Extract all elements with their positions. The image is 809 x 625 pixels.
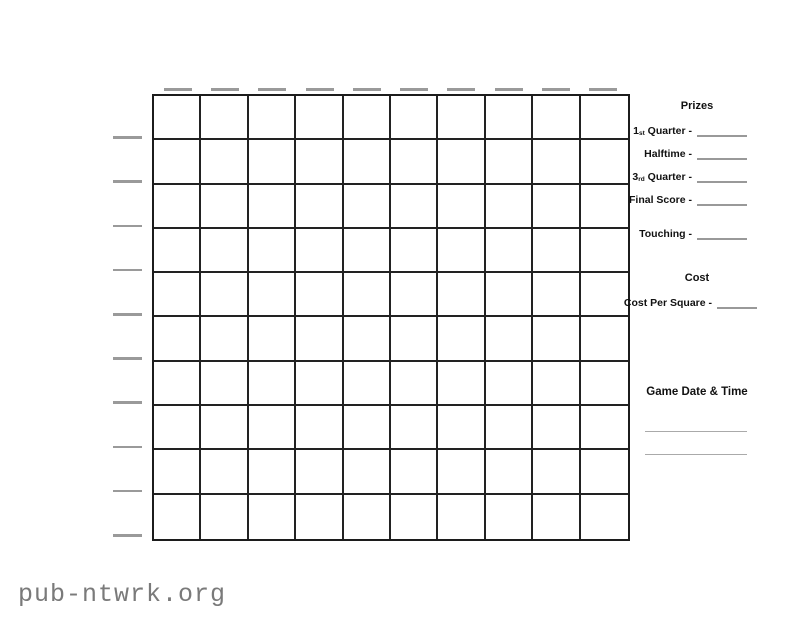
grid-cell[interactable] — [581, 273, 628, 317]
grid-cell[interactable] — [486, 317, 533, 361]
row-number-blank[interactable] — [113, 357, 142, 360]
grid-cell[interactable] — [486, 362, 533, 406]
grid-cell[interactable] — [344, 450, 391, 494]
column-number-blank[interactable] — [164, 88, 192, 91]
grid-cell[interactable] — [438, 406, 485, 450]
row-number-blank[interactable] — [113, 225, 142, 228]
grid-cell[interactable] — [296, 362, 343, 406]
grid-cell[interactable] — [296, 495, 343, 539]
grid-cell[interactable] — [486, 495, 533, 539]
grid-cell[interactable] — [438, 96, 485, 140]
grid-cell[interactable] — [581, 185, 628, 229]
grid-cell[interactable] — [486, 273, 533, 317]
prize-label: Final Score - — [628, 194, 692, 206]
grid-cell[interactable] — [391, 495, 438, 539]
column-number-blank[interactable] — [589, 88, 617, 91]
grid-cell[interactable] — [344, 185, 391, 229]
grid-cell[interactable] — [296, 229, 343, 273]
grid-cell[interactable] — [154, 96, 201, 140]
grid-cell[interactable] — [438, 185, 485, 229]
prize-label: 3 — [632, 171, 639, 183]
grid-cell[interactable] — [581, 140, 628, 184]
column-number-blank[interactable] — [306, 88, 334, 91]
grid-cell[interactable] — [533, 229, 580, 273]
grid-cell[interactable] — [391, 140, 438, 184]
game-date-blank-1[interactable] — [645, 431, 747, 432]
prize-amount-blank[interactable] — [697, 169, 747, 183]
grid-cell[interactable] — [533, 406, 580, 450]
grid-cell[interactable] — [201, 185, 248, 229]
prize-row — [629, 192, 747, 206]
row-number-blank[interactable] — [113, 401, 142, 404]
prize-amount-blank[interactable] — [697, 192, 747, 206]
grid-cell[interactable] — [344, 406, 391, 450]
grid-cell[interactable] — [154, 273, 201, 317]
prize-label-rest: Quarter - — [644, 125, 692, 137]
grid-cell[interactable] — [154, 317, 201, 361]
grid-cell[interactable] — [581, 450, 628, 494]
row-number-blank[interactable] — [113, 136, 142, 139]
column-number-blank[interactable] — [400, 88, 428, 91]
cost-heading: Cost — [684, 272, 710, 284]
ordinal-suffix: rd — [638, 175, 645, 183]
column-number-blank[interactable] — [211, 88, 239, 91]
grid-cell[interactable] — [154, 229, 201, 273]
column-number-blank[interactable] — [542, 88, 570, 91]
prize-label-rest: Quarter - — [644, 171, 692, 183]
grid-cell[interactable] — [296, 450, 343, 494]
grid-cell[interactable] — [533, 495, 580, 539]
grid-cell[interactable] — [344, 273, 391, 317]
grid-cell[interactable] — [249, 96, 296, 140]
grid-cell[interactable] — [533, 273, 580, 317]
row-number-blank[interactable] — [113, 446, 142, 449]
grid-cell[interactable] — [391, 362, 438, 406]
prize-row — [639, 226, 747, 240]
grid-cell[interactable] — [486, 406, 533, 450]
grid-cell[interactable] — [391, 96, 438, 140]
grid-cell[interactable] — [154, 495, 201, 539]
cost-per-square-row — [624, 295, 757, 309]
grid-cell[interactable] — [296, 140, 343, 184]
grid-cell[interactable] — [249, 317, 296, 361]
cost-per-square-label: Cost Per Square - — [623, 297, 712, 309]
grid-cell[interactable] — [581, 495, 628, 539]
squares-grid — [152, 94, 630, 541]
grid-cell[interactable] — [249, 140, 296, 184]
grid-cell[interactable] — [391, 273, 438, 317]
grid-cell[interactable] — [486, 450, 533, 494]
column-number-blank[interactable] — [258, 88, 286, 91]
site-watermark: pub-ntwrk.org — [18, 580, 227, 609]
grid-cell[interactable] — [201, 450, 248, 494]
grid-cell[interactable] — [154, 450, 201, 494]
prize-row — [644, 146, 747, 160]
column-number-blank[interactable] — [447, 88, 475, 91]
prize-row — [633, 123, 747, 137]
grid-cell[interactable] — [438, 229, 485, 273]
grid-cell[interactable] — [201, 273, 248, 317]
grid-cell[interactable] — [296, 406, 343, 450]
prize-amount-blank[interactable] — [697, 226, 747, 240]
prizes-heading: Prizes — [680, 100, 714, 112]
grid-cell[interactable] — [391, 406, 438, 450]
grid-cell[interactable] — [201, 362, 248, 406]
prize-label: 1 — [633, 125, 639, 137]
grid-cell[interactable] — [344, 495, 391, 539]
grid-cell[interactable] — [154, 185, 201, 229]
prize-amount-blank[interactable] — [697, 146, 747, 160]
grid-cell[interactable] — [201, 406, 248, 450]
grid-cell[interactable] — [581, 229, 628, 273]
grid-cell[interactable] — [438, 140, 485, 184]
grid-cell[interactable] — [154, 140, 201, 184]
grid-cell[interactable] — [533, 317, 580, 361]
grid-cell[interactable] — [391, 317, 438, 361]
grid-cell[interactable] — [438, 362, 485, 406]
grid-cell[interactable] — [581, 362, 628, 406]
grid-cell[interactable] — [391, 229, 438, 273]
grid-cell[interactable] — [344, 229, 391, 273]
grid-cell[interactable] — [391, 450, 438, 494]
prize-label: Halftime - — [644, 148, 692, 160]
grid-cell[interactable] — [296, 273, 343, 317]
column-number-blank[interactable] — [495, 88, 523, 91]
grid-cell[interactable] — [154, 362, 201, 406]
row-number-blank[interactable] — [113, 180, 142, 183]
grid-cell[interactable] — [533, 140, 580, 184]
grid-cell[interactable] — [249, 273, 296, 317]
grid-cell[interactable] — [249, 185, 296, 229]
grid-cell[interactable] — [533, 96, 580, 140]
grid-cell[interactable] — [581, 317, 628, 361]
column-number-blank[interactable] — [353, 88, 381, 91]
row-number-blank[interactable] — [113, 490, 142, 493]
grid-cell[interactable] — [249, 229, 296, 273]
grid-cell[interactable] — [438, 450, 485, 494]
grid-cell[interactable] — [581, 96, 628, 140]
grid-cell[interactable] — [486, 229, 533, 273]
grid-cell[interactable] — [249, 362, 296, 406]
grid-cell[interactable] — [201, 96, 248, 140]
grid-cell[interactable] — [344, 140, 391, 184]
prize-label: Touching - — [639, 228, 692, 240]
grid-cell[interactable] — [154, 406, 201, 450]
grid-cell[interactable] — [533, 185, 580, 229]
game-date-blank-2[interactable] — [645, 454, 747, 455]
game-date-time-heading: Game Date & Time — [646, 386, 748, 398]
prize-amount-blank[interactable] — [697, 123, 747, 137]
grid-cell[interactable] — [296, 96, 343, 140]
grid-cell[interactable] — [201, 140, 248, 184]
grid-cell[interactable] — [486, 185, 533, 229]
grid-cell[interactable] — [249, 450, 296, 494]
grid-cell[interactable] — [486, 140, 533, 184]
grid-cell[interactable] — [533, 450, 580, 494]
grid-cell[interactable] — [296, 185, 343, 229]
grid-cell[interactable] — [486, 96, 533, 140]
grid-cell[interactable] — [438, 495, 485, 539]
grid-cell[interactable] — [438, 273, 485, 317]
row-number-blank[interactable] — [113, 269, 142, 272]
grid-cell[interactable] — [201, 229, 248, 273]
grid-cell[interactable] — [201, 317, 248, 361]
prize-row — [632, 169, 747, 183]
grid-cell[interactable] — [344, 362, 391, 406]
grid-cell[interactable] — [438, 317, 485, 361]
grid-cell[interactable] — [344, 317, 391, 361]
grid-cell[interactable] — [201, 495, 248, 539]
grid-cell[interactable] — [391, 185, 438, 229]
grid-cell[interactable] — [296, 317, 343, 361]
grid-cell[interactable] — [344, 96, 391, 140]
row-number-blank[interactable] — [113, 313, 142, 316]
cost-per-square-blank[interactable] — [717, 295, 757, 309]
grid-cell[interactable] — [533, 362, 580, 406]
grid-cell[interactable] — [581, 406, 628, 450]
ordinal-suffix: st — [638, 129, 645, 137]
grid-cell[interactable] — [249, 495, 296, 539]
row-number-blank[interactable] — [113, 534, 142, 537]
grid-cell[interactable] — [249, 406, 296, 450]
